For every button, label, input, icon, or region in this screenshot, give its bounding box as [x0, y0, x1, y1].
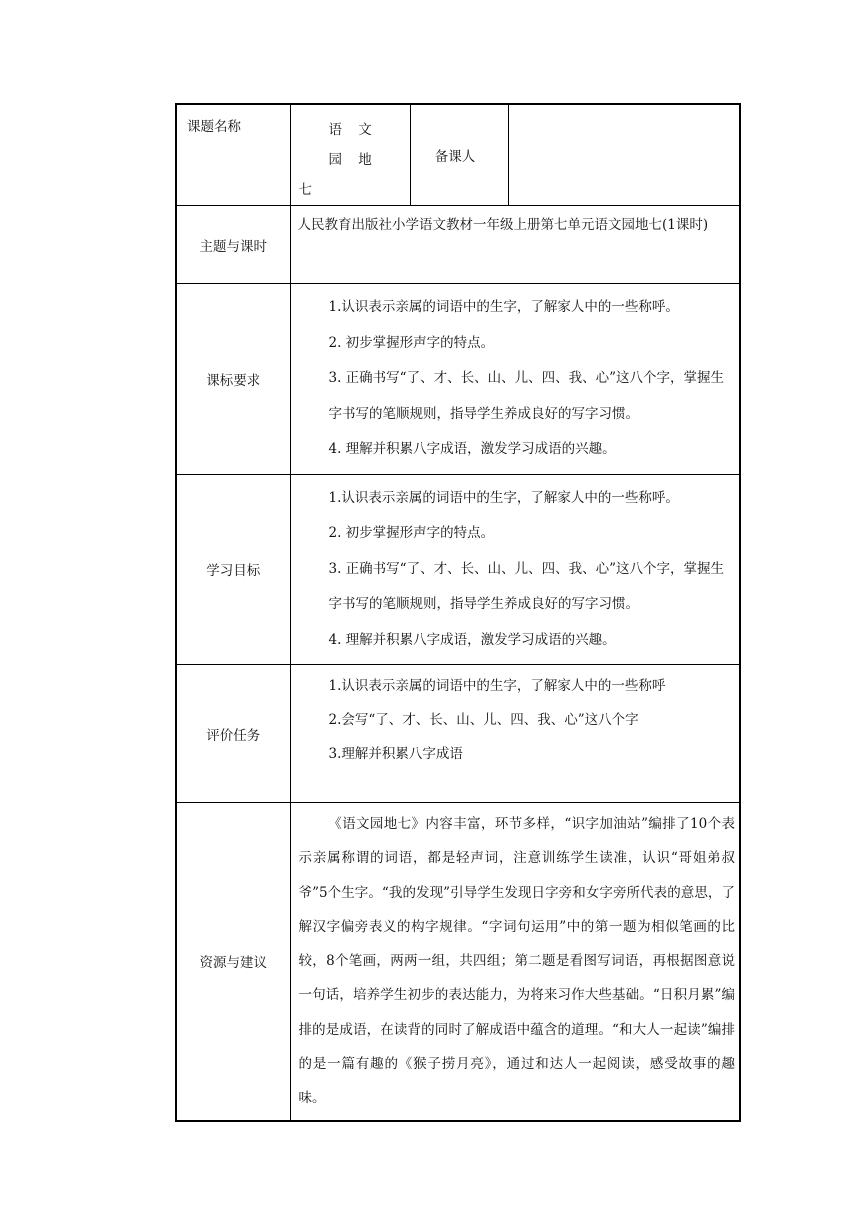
- course-name-line2: 七: [298, 182, 312, 198]
- preparer-value: [508, 104, 740, 206]
- row-evaluation: [176, 665, 740, 803]
- goals-item: 1.认识表示亲属的词语中的生字，了解家人中的一些称呼。: [328, 489, 679, 506]
- row-course-name: [176, 104, 740, 206]
- theme-text: 人民教育出版社小学语文教材一年级上册第七单元语文园地七(1课时): [297, 217, 709, 233]
- goals-item: 3. 正确书写“了、才、长、山、儿、四、我、心”这八个字，掌握生字书写的笔顺规则，指导学生养成良好的写字习惯。: [328, 560, 724, 612]
- standards-item: 1.认识表示亲属的词语中的生字，了解家人中的一些称呼。: [328, 299, 679, 315]
- goals-item: 2. 初步掌握形声字的特点。: [328, 525, 495, 541]
- standards-item: 3. 正确书写“了、才、长、山、儿、四、我、心”这八个字，掌握生字书写的笔顺规则，指导学生养成良好的写字习惯。: [328, 370, 724, 422]
- goals-item: 4. 理解并积累八字成语，激发学习成语的兴趣。: [328, 631, 616, 648]
- theme-value: [290, 206, 740, 284]
- evaluation-item: 2.会写“了、才、长、山、儿、四、我、心”这八个字: [328, 712, 639, 728]
- row-theme: [176, 206, 740, 284]
- evaluation-item: 1.认识表示亲属的词语中的生字，了解家人中的一些称呼: [328, 678, 666, 694]
- standards-content: [290, 284, 740, 475]
- row-goals: [176, 474, 740, 665]
- resources-content: [290, 803, 740, 1121]
- resources-paragraph: 《语文园地七》内容丰富，环节多样，“识字加油站”编排了10个表示亲属称谓的词语，都是轻声词，注意训练学生读准，认识“哥姐弟叔爷”5个生字。“我的发现”引导学生发现日字旁和女字旁所代表的意思，了解汉字偏旁表义的构字规律。“字词句运用”中的第一题为相似笔画的比较，8个笔画，两两一组，共四组；第二题是看图写词语，再根据图意说一句话，培养学生初步的表达能力，为将来习作大些基础。“日积月累”编排的是成语，在读背的同时了解成语中蕴含的道理。“和大人一起读”编排的是一篇有趣的《猴子捞月亮》，通过和达人一起阅读，感受故事的趣味。: [298, 816, 735, 1107]
- resources-label: 资源与建议: [176, 803, 290, 1121]
- row-resources: [176, 803, 740, 1121]
- course-name-label: 课题名称: [176, 104, 290, 206]
- goals-label: 学习目标: [176, 474, 290, 665]
- standards-item: 4. 理解并积累八字成语，激发学习成语的兴趣。: [328, 441, 616, 457]
- evaluation-content: [290, 665, 740, 803]
- goals-content: [290, 474, 740, 665]
- theme-label: 主题与课时: [176, 206, 290, 284]
- lesson-plan-table: [175, 103, 741, 1122]
- preparer-label: 备课人: [410, 104, 508, 206]
- evaluation-item: 3.理解并积累八字成语: [328, 746, 463, 762]
- course-name-value: [290, 104, 410, 206]
- row-standards: [176, 284, 740, 475]
- course-name-line1: 语 文 园 地: [328, 122, 378, 168]
- standards-item: 2. 初步掌握形声字的特点。: [328, 334, 495, 351]
- standards-label: 课标要求: [176, 284, 290, 475]
- lesson-plan-sheet: [175, 103, 739, 1122]
- evaluation-label: 评价任务: [176, 665, 290, 803]
